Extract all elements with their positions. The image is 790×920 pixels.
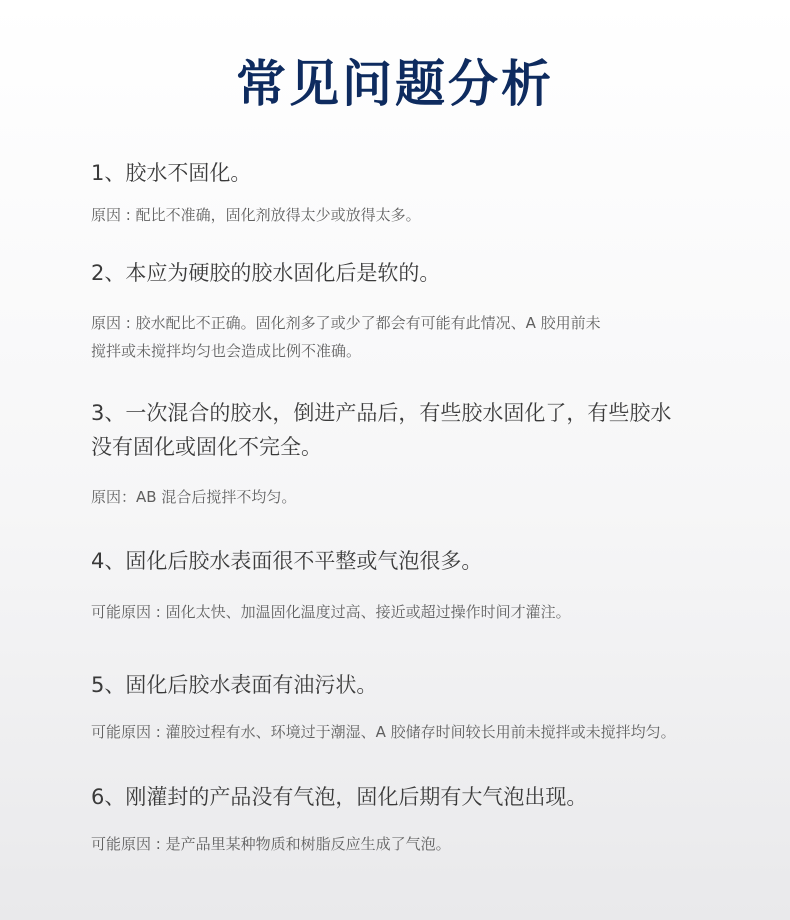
faq-item-5 — [91, 668, 751, 746]
faq-item-4 — [91, 544, 751, 626]
faq-item-3 — [91, 396, 751, 511]
faq-answer: 原因 : 配比不准确，固化剂放得太少或放得太多。 — [91, 206, 421, 224]
faq-item-1 — [91, 156, 751, 229]
faq-item-6 — [91, 780, 751, 858]
faq-question: 4、固化后胶水表面很不平整或气泡很多。 — [91, 549, 483, 573]
faq-answer: 原因 : 胶水配比不正确。固化剂多了或少了都会有可能有此情况、A 胶用前未 搅拌或未搅拌均匀也会造成比例不准确。 — [91, 314, 601, 360]
faq-answer: 可能原因 : 是产品里某种物质和树脂反应生成了气泡。 — [91, 835, 451, 853]
faq-answer: 可能原因 : 固化太快、加温固化温度过高、接近或超过操作时间才灌注。 — [91, 603, 571, 621]
faq-question: 1、胶水不固化。 — [91, 161, 252, 185]
page-title: 常见问题分析 — [236, 55, 554, 113]
faq-answer: 可能原因 : 灌胶过程有水、环境过于潮湿、A 胶储存时间较长用前未搅拌或未搅拌均匀。 — [91, 723, 676, 741]
faq-question: 2、本应为硬胶的胶水固化后是软的。 — [91, 261, 441, 285]
faq-question: 5、固化后胶水表面有油污状。 — [91, 673, 378, 697]
faq-answer: 原因：AB 混合后搅拌不均匀。 — [91, 488, 297, 506]
faq-question: 6、刚灌封的产品没有气泡，固化后期有大气泡出现。 — [91, 785, 588, 809]
faq-question: 3、一次混合的胶水，倒进产品后，有些胶水固化了，有些胶水 没有固化或固化不完全。 — [91, 401, 672, 459]
faq-item-2 — [91, 256, 751, 365]
